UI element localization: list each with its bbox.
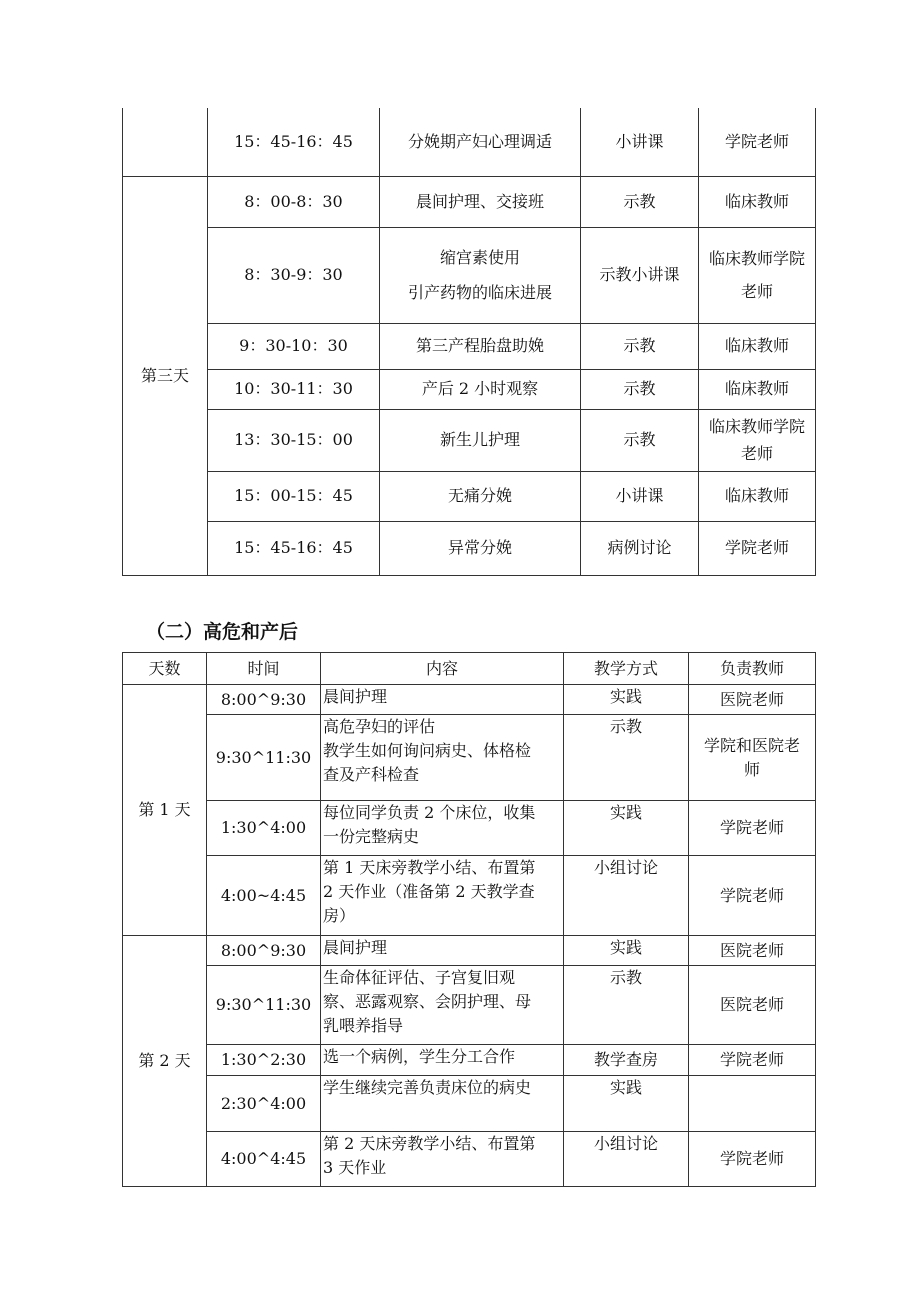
table-row <box>123 176 816 227</box>
method-cell: 实践 <box>564 936 689 966</box>
content-line: 乳喂养指导 <box>323 1016 404 1035</box>
day-label: 第 2 天 <box>123 936 207 1187</box>
time-cell: 9:30^11:30 <box>207 966 321 1045</box>
teacher-cell <box>699 323 816 369</box>
content-line: 房） <box>323 906 356 925</box>
section-heading: （二）高危和产后 <box>146 621 299 643</box>
teacher-line: 临床教师 <box>724 336 789 355</box>
time-cell: 4:00~4:45 <box>207 856 321 936</box>
content-line: 一份完整病史 <box>323 827 420 846</box>
day-label: 第 1 天 <box>123 685 207 936</box>
method-cell: 示教 <box>581 369 699 409</box>
table-row <box>123 715 816 801</box>
time-cell: 1:30^2:30 <box>207 1045 321 1076</box>
time-cell: 8:00^9:30 <box>207 685 321 715</box>
header-time: 时间 <box>207 653 321 685</box>
method-cell: 示教 <box>581 323 699 369</box>
teacher-cell <box>699 227 816 323</box>
time-cell: 8:00^9:30 <box>207 936 321 966</box>
content-line: 高危孕妇的评估 <box>323 717 436 736</box>
content-cell <box>321 1132 564 1187</box>
teacher-line: 学院老师 <box>724 538 789 557</box>
time-cell: 15：45-16：45 <box>208 108 380 176</box>
schedule-table-high-risk-postpartum <box>122 652 816 1187</box>
teacher-line: 临床教师学院 <box>708 249 805 268</box>
header-row <box>123 653 816 685</box>
schedule-table-part1 <box>122 108 816 576</box>
method-cell: 示教小讲课 <box>581 227 699 323</box>
teacher-cell <box>699 521 816 575</box>
content-line: 生命体征评估、子宫复旧观 <box>323 968 516 987</box>
content-cell <box>321 1045 564 1076</box>
content-line: 学生继续完善负责床位的病史 <box>323 1078 532 1097</box>
teacher-line: 老师 <box>740 444 773 463</box>
content-line: 缩宫素使用 <box>439 248 520 267</box>
content-line: 2 天作业（准备第 2 天教学查 <box>323 882 535 901</box>
content-line: 引产药物的临床进展 <box>407 283 552 302</box>
teacher-line: 学院老师 <box>719 1149 784 1168</box>
header-teacher: 负责教师 <box>689 653 816 685</box>
method-cell: 教学查房 <box>564 1045 689 1076</box>
content-line: 查及产科检查 <box>323 765 420 784</box>
teacher-cell <box>689 715 816 801</box>
time-cell: 15：00-15：45 <box>208 471 380 521</box>
teacher-line: 学院老师 <box>719 885 784 905</box>
time-cell: 13：30-15：00 <box>208 409 380 471</box>
content-cell <box>321 1076 564 1132</box>
content-line: 每位同学负责 2 个床位，收集 <box>323 803 536 822</box>
time-cell: 10：30-11：30 <box>208 369 380 409</box>
day-label: 第三天 <box>123 176 208 575</box>
teacher-cell <box>689 856 816 936</box>
table-row <box>123 323 816 369</box>
teacher-line: 老师 <box>740 282 773 301</box>
teacher-cell <box>699 471 816 521</box>
time-cell: 9:30^11:30 <box>207 715 321 801</box>
content-cell <box>380 227 581 323</box>
teacher-cell <box>699 409 816 471</box>
header-content: 内容 <box>321 653 564 685</box>
table-row <box>123 108 816 176</box>
table-row <box>123 1045 816 1076</box>
teacher-cell <box>689 1045 816 1076</box>
teacher-line: 学院老师 <box>719 1050 784 1069</box>
table-row <box>123 966 816 1045</box>
time-cell: 8：00-8：30 <box>208 176 380 227</box>
teacher-cell <box>689 801 816 856</box>
table-row <box>123 1132 816 1187</box>
day-cell-empty <box>123 108 208 176</box>
teacher-line: 临床教师 <box>724 191 789 211</box>
method-cell: 小组讨论 <box>564 856 689 936</box>
header-day: 天数 <box>123 653 207 685</box>
content-cell <box>321 856 564 936</box>
table-row <box>123 369 816 409</box>
table-row <box>123 1076 816 1132</box>
table-row <box>123 936 816 966</box>
content-cell <box>380 409 581 471</box>
method-cell: 实践 <box>564 1076 689 1132</box>
content-cell <box>321 966 564 1045</box>
time-cell: 4:00^4:45 <box>207 1132 321 1187</box>
content-line: 第 1 天床旁教学小结、布置第 <box>323 858 536 877</box>
header-method: 教学方式 <box>564 653 689 685</box>
method-cell: 小讲课 <box>581 108 699 176</box>
time-cell: 9：30-10：30 <box>208 323 380 369</box>
content-line: 3 天作业 <box>323 1158 387 1177</box>
method-cell: 小组讨论 <box>564 1132 689 1187</box>
content-line: 异常分娩 <box>447 538 512 557</box>
content-cell <box>380 471 581 521</box>
content-cell <box>380 369 581 409</box>
table-row <box>123 521 816 575</box>
teacher-cell <box>689 936 816 966</box>
content-cell: 分娩期产妇心理调适 <box>380 108 581 176</box>
content-line: 无痛分娩 <box>447 486 512 505</box>
content-cell <box>321 715 564 801</box>
content-line: 察、恶露观察、会阴护理、母 <box>323 992 532 1011</box>
table-row <box>123 685 816 715</box>
teacher-line: 学院老师 <box>719 818 784 837</box>
teacher-cell <box>689 1132 816 1187</box>
content-cell <box>380 176 581 227</box>
table-row <box>123 801 816 856</box>
content-cell <box>380 323 581 369</box>
method-cell: 示教 <box>564 715 689 801</box>
content-line: 选一个病例，学生分工合作 <box>323 1047 516 1066</box>
teacher-cell <box>699 176 816 227</box>
content-cell <box>321 685 564 715</box>
teacher-cell <box>699 369 816 409</box>
teacher-line: 临床教师 <box>724 486 789 505</box>
time-cell: 1:30^4:00 <box>207 801 321 856</box>
method-cell: 病例讨论 <box>581 521 699 575</box>
teacher-line: 医院老师 <box>719 940 784 960</box>
content-cell <box>321 801 564 856</box>
method-cell: 实践 <box>564 801 689 856</box>
table-row <box>123 471 816 521</box>
teacher-line: 临床教师 <box>724 379 789 398</box>
content-line: 新生儿护理 <box>439 430 520 449</box>
content-line: 产后 2 小时观察 <box>421 379 539 398</box>
method-cell: 示教 <box>581 176 699 227</box>
method-cell: 示教 <box>581 409 699 471</box>
teacher-cell-empty <box>689 1076 816 1132</box>
table-row <box>123 227 816 323</box>
content-cell <box>380 521 581 575</box>
content-cell <box>321 936 564 966</box>
method-cell: 小讲课 <box>581 471 699 521</box>
method-cell: 实践 <box>564 685 689 715</box>
time-cell: 15：45-16：45 <box>208 521 380 575</box>
teacher-line: 临床教师学院 <box>708 417 805 436</box>
time-cell: 8：30-9：30 <box>208 227 380 323</box>
teacher-line: 学院和医院老 <box>703 735 800 755</box>
teacher-line: 师 <box>743 759 760 779</box>
content-line: 晨间护理、交接班 <box>415 191 544 211</box>
content-line: 第三产程胎盘助娩 <box>415 336 544 355</box>
table-row <box>123 409 816 471</box>
teacher-cell <box>689 685 816 715</box>
time-cell: 2:30^4:00 <box>207 1076 321 1132</box>
table-row <box>123 856 816 936</box>
content-line: 教学生如何询问病史、体格检 <box>323 741 532 760</box>
content-line: 晨间护理 <box>323 687 388 706</box>
method-cell: 示教 <box>564 966 689 1045</box>
teacher-line: 医院老师 <box>719 689 784 709</box>
content-line: 第 2 天床旁教学小结、布置第 <box>323 1134 536 1153</box>
teacher-cell <box>689 966 816 1045</box>
teacher-cell: 学院老师 <box>699 108 816 176</box>
content-line: 晨间护理 <box>323 938 388 957</box>
teacher-line: 医院老师 <box>719 995 784 1014</box>
